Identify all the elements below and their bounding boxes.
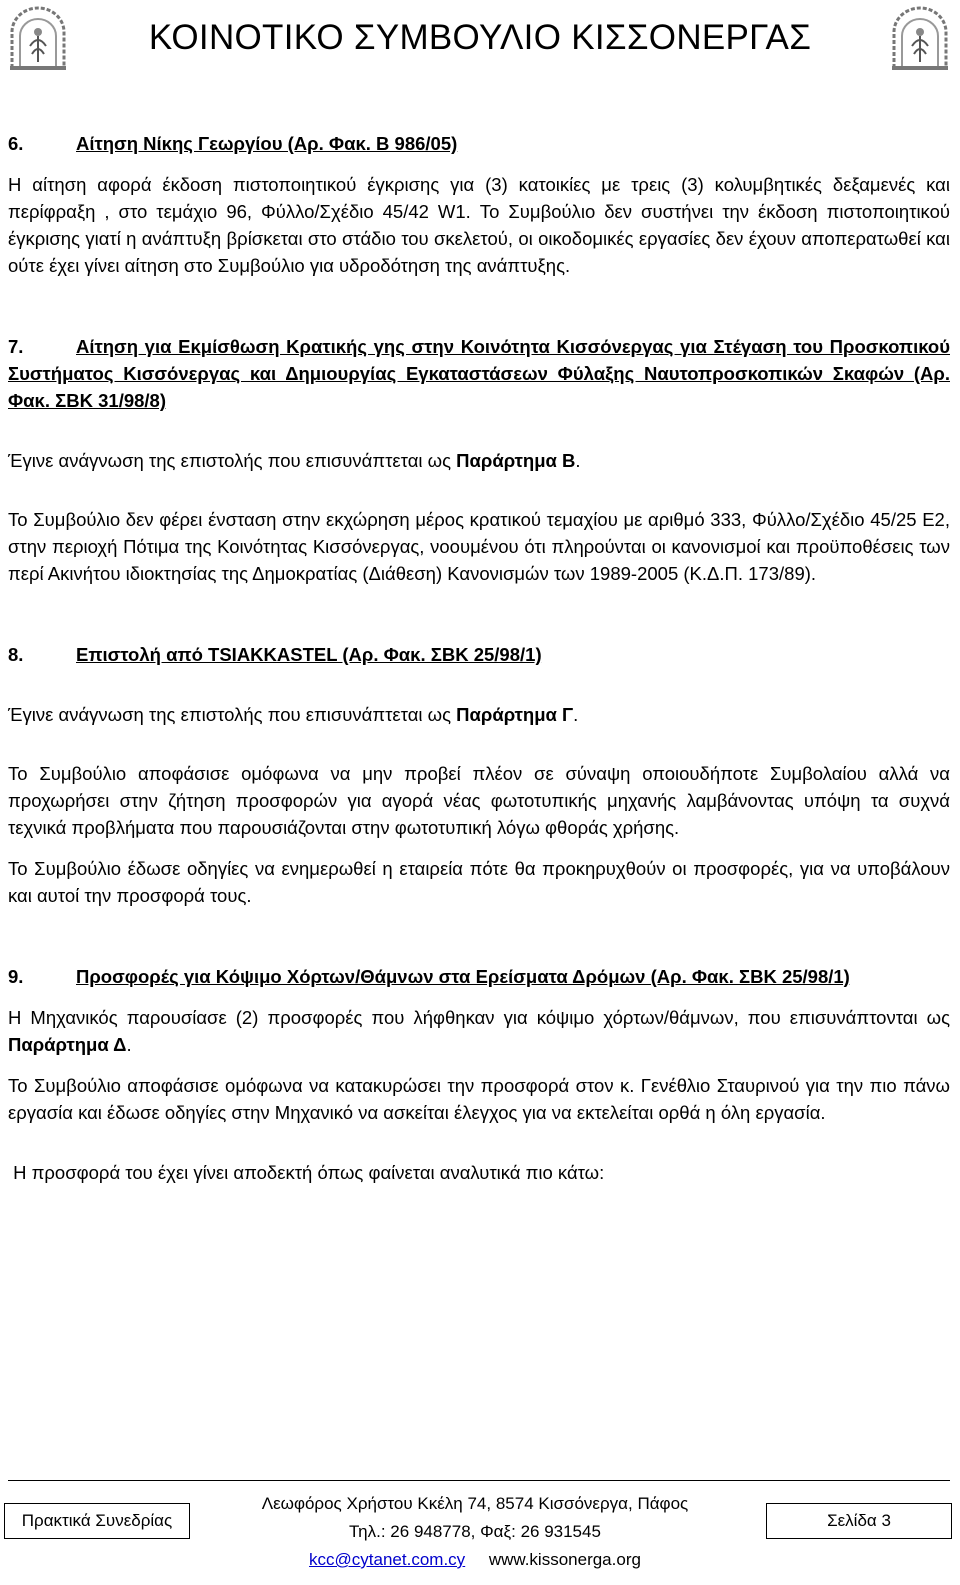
footer-divider [8,1480,950,1481]
website-link[interactable]: www.kissonerga.org [488,1550,641,1569]
page-number: Σελίδα 3 [766,1503,952,1539]
section-heading: 8. Επιστολή από TSIAKKASTEL (Αρ. Φακ. ΣΒΚ 25/98/1) [8,644,542,665]
section-heading: 9. Προσφορές για Κόψιμο Χόρτων/Θάμνων στα Ερείσματα Δρόμων (Αρ. Φακ. ΣΒΚ 25/98/1) [8,966,850,987]
section-heading: 6. Αίτηση Νίκης Γεωργίου (Αρ. Φακ. Β 986/05) [8,133,458,154]
paragraph: Το Συμβούλιο δεν φέρει ένσταση στην εκχώρηση μέρος κρατικού τεμαχίου με αριθμό 333, Φύλλο/Σχέδιο 45/25 Ε2, στην περιοχή Πότιμα της Κοινότητας Κισσόνεργας, νοουμένου ότι πληρούνται οι κανονισμοί και προϋποθέσεις των περί Ακινήτου ιδιοκτησίας της Δημοκρατίας (Διάθεση) Κανονισμών των 1989-2005 (Κ.Δ.Π. 173/89). [8,509,950,584]
paragraph: Η Μηχανικός παρουσίασε (2) προσφορές που λήφθηκαν για κόψιμο χόρτων/θάμνων, που επισυνάπτονται ως Παράρτημα Δ. [8,1007,950,1055]
footer-links [200,1546,750,1574]
footer-label: Πρακτικά Συνεδρίας [4,1503,190,1539]
paragraph: Η αίτηση αφορά έκδοση πιστοποιητικού έγκρισης για (3) κατοικίες με τρεις (3) κολυμβητικές δεξαμενές και περίφραξη , στο τεμάχιο 96, Φύλλο/Σχέδιο 45/42 W1. Το Συμβούλιο δεν συστήνει την έκδοση πιστοποιητικού έγκρισης γιατί η ανάπτυξη βρίσκεται στο στάδιο του σκελετού, οι οικοδομικές εργασίες δεν έχουν αποπερατωθεί και ούτε έχει γίνει αίτηση στο Συμβούλιο για υδροδότηση της ανάπτυξης. [8,174,950,276]
paragraph: Η προσφορά του έχει γίνει αποδεκτή όπως φαίνεται αναλυτικά πιο κάτω: [8,1161,605,1183]
email-link[interactable]: kcc@cytanet.com.cy [309,1550,466,1569]
page-title: ΚΟΙΝΟΤΙΚΟ ΣΥΜΒΟΥΛΙΟ ΚΙΣΣΟΝΕΡΓΑΣ [148,18,812,57]
section-heading: 7. Αίτηση για Εκμίσθωση Κρατικής γης στην Κοινότητα Κισσόνεργας για Στέγαση του Προσκοπικού Συστήματος Κισσόνεργας και Δημιουργίας Εγκαταστάσεων Φύλαξης Ναυτοπροσκοπικών Σκαφών (Αρ. Φακ. ΣΒΚ 31/98/8) [8,336,950,411]
footer-contact [200,1490,750,1574]
document-body [8,130,950,1204]
paragraph: Το Συμβούλιο αποφάσισε ομόφωνα να κατακυρώσει την προσφορά στον κ. Γενέθλιο Σταυρινού για την πιο πάνω εργασία και έδωσε οδηγίες στην Μηχανικό να ασκείται έλεγχος για να εκτελείται ορθά η όλη εργασία. [8,1075,950,1123]
paragraph: Έγινε ανάγνωση της επιστολής που επισυνάπτεται ως Παράρτημα Γ. [8,703,579,725]
paragraph: Το Συμβούλιο έδωσε οδηγίες να ενημερωθεί η εταιρεία πότε θα προκηρυχθούν οι προσφορές, για να υποβάλουν και αυτοί την προσφορά τους. [8,858,950,906]
paragraph: Το Συμβούλιο αποφάσισε ομόφωνα να μην προβεί πλέον σε σύναψη οποιουδήποτε Συμβολαίου αλλά να προχωρήσει στην ζήτηση προσφορών για αγορά νέας φωτοτυπικής μηχανής λαμβάνοντας υπόψη τα συχνά τεχνικά προβλήματα που παρουσιάζονται στην φωτοτυπική λόγω φθοράς χρήσης. [8,763,950,838]
paragraph: Έγινε ανάγνωση της επιστολής που επισυνάπτεται ως Παράρτημα Β. [8,449,581,471]
footer-phones: Τηλ.: 26 948778, Φαξ: 26 931545 [349,1522,601,1541]
footer-address: Λεωφόρος Χρήστου Κκέλη 74, 8574 Κισσόνεργα, Πάφος [261,1494,689,1513]
